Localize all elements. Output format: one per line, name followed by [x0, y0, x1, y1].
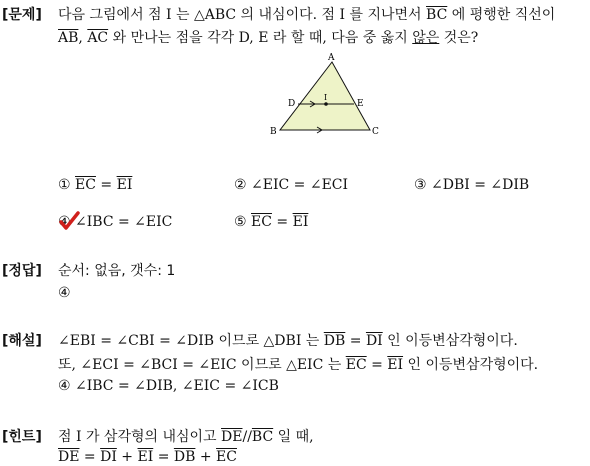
explanation-line-3: ④ ∠IBC = ∠DIB, ∠EIC = ∠ICB: [58, 378, 279, 394]
label-d: D: [288, 99, 296, 109]
explanation-line-2: 또, ∠ECI = ∠BCI = ∠EIC 이므로 △EIC 는 $\overline{EC} = \overline{EI}$ 인 이등변삼각형이다.: [58, 357, 539, 373]
hint-line-2: $\overline{DE} = \overline{DI} + \overline{EI} = \overline{DB} + \overline{EC}$: [58, 449, 237, 465]
label-a: A: [328, 53, 335, 63]
hint-label: [힌트]: [2, 429, 42, 445]
choice-2[interactable]: ② ∠EIC = ∠ECI: [234, 177, 349, 193]
check-mark-icon: [58, 210, 80, 232]
hint-line-1: 점 I 가 삼각형의 내심이고 $\overline{DE}//\overline{BC}$ 일 때,: [58, 429, 314, 445]
label-c: C: [372, 127, 379, 137]
label-b: B: [270, 127, 277, 137]
answer-label: [정답]: [2, 263, 42, 279]
problem-line-2: $\overline{AB}$, $\overline{AC}$ 와 만나는 점을 각각 D, E 라 할 때, 다음 중 옳지 않은 것은?: [58, 30, 479, 46]
point-i: [324, 102, 328, 106]
answer-order-count: 순서: 없음, 갯수: 1: [58, 263, 176, 279]
label-i: I: [324, 93, 328, 102]
choice-1[interactable]: ① $\overline{EC} = \overline{EI}$: [58, 177, 133, 193]
problem-line-1: 다음 그림에서 점 I 는 △ABC 의 내심이다. 점 I 를 지나면서 $\overline{BC}$ 에 평행한 직선이: [58, 7, 556, 23]
answer-value: ④: [58, 285, 71, 301]
choice-4[interactable]: ④ ∠IBC = ∠EIC: [58, 214, 173, 230]
explanation-label: [해설]: [2, 333, 42, 349]
segment-ab: $\overline{AB}$: [58, 30, 79, 46]
problem-label: [문제]: [2, 7, 42, 23]
choice-3[interactable]: ③ ∠DBI = ∠DIB: [414, 177, 530, 193]
choice-5[interactable]: ⑤ $\overline{EC} = \overline{EI}$: [234, 214, 309, 230]
triangle-figure: [262, 52, 382, 142]
label-e: E: [357, 99, 364, 109]
segment-bc: $\overline{BC}$: [426, 7, 448, 23]
explanation-line-1: ∠EBI = ∠CBI = ∠DIB 이므로 △DBI 는 $\overline{DB} = \overline{DI}$ 인 이등변삼각형이다.: [58, 333, 518, 349]
underlined-word: 않은: [412, 30, 440, 46]
segment-ac: $\overline{AC}$: [87, 30, 109, 46]
